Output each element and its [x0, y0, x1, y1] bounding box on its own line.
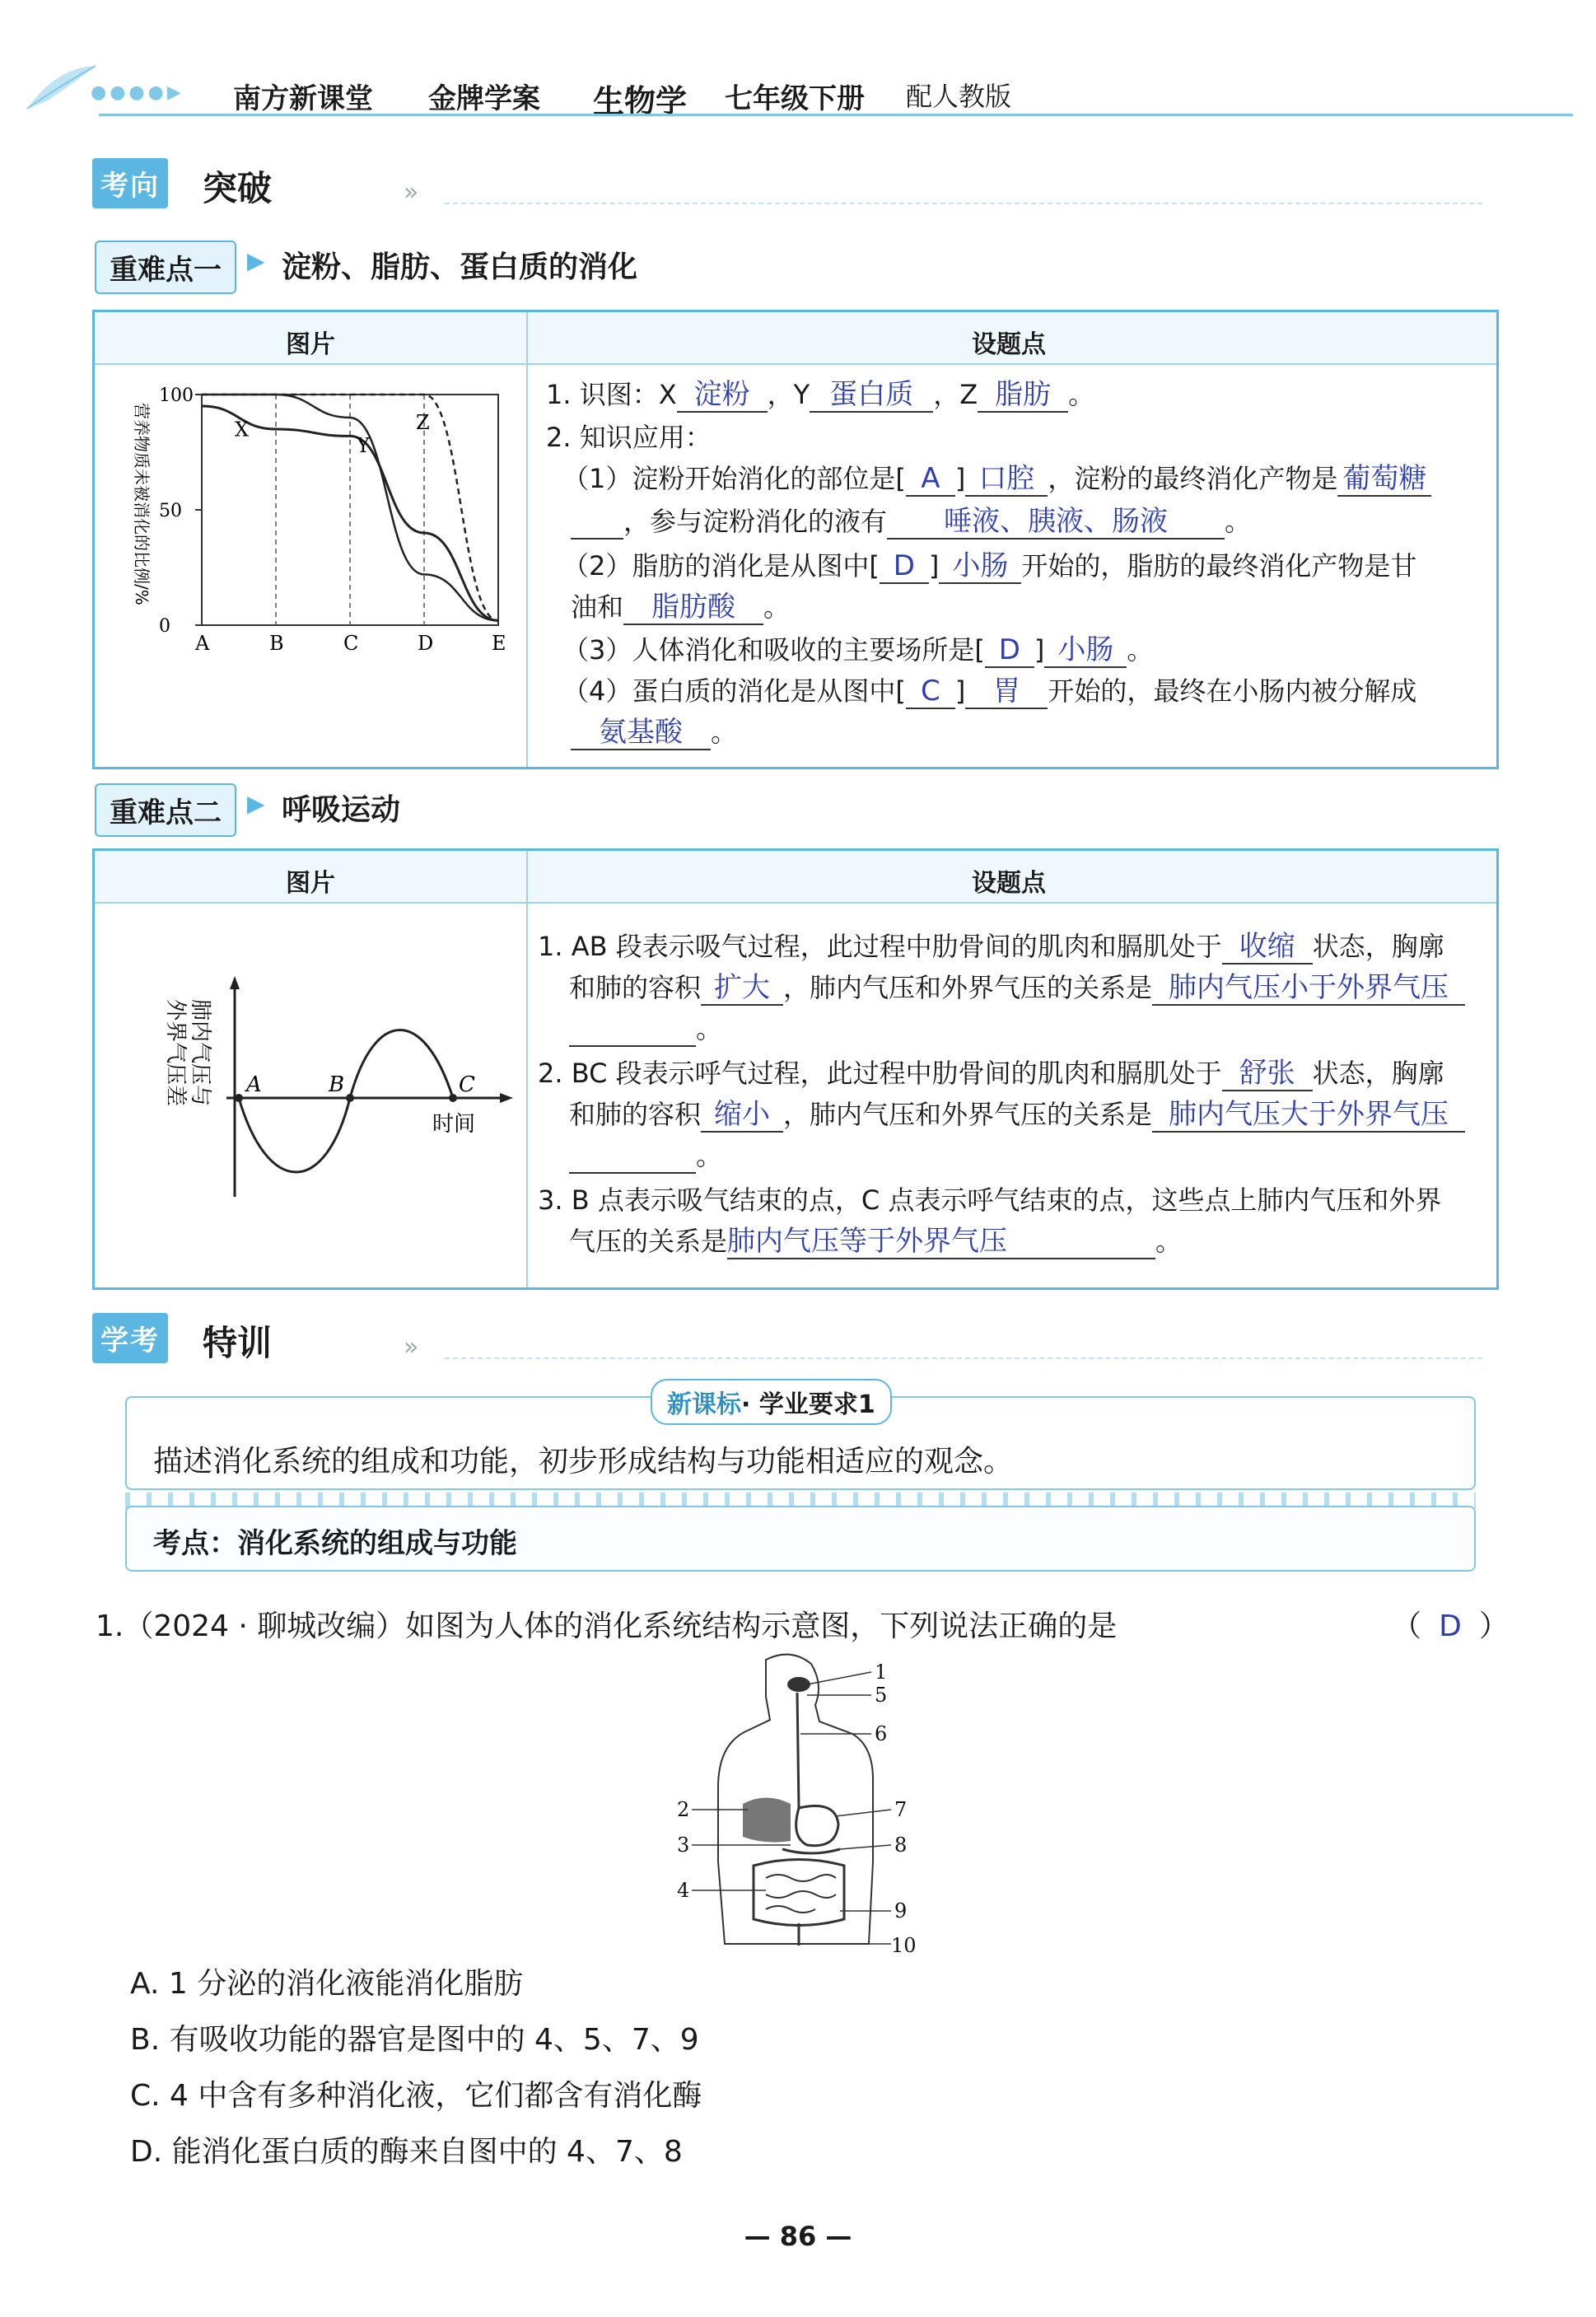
standard-badge [651, 1379, 892, 1425]
decorative-dots-icon: ●●●●▶ [91, 82, 184, 103]
q2-4-pre: （4）蛋白质的消化是从图中[ [562, 675, 906, 707]
fig-label-10: 10 [891, 1934, 917, 1957]
large-intestine [754, 1860, 844, 1926]
y-tick-label: 100 [159, 385, 194, 406]
blank-line [569, 1139, 696, 1174]
p1b-mid: ，肺内气压和外界气压的关系是 [783, 972, 1153, 1003]
q2-4b-end: 。 [711, 717, 738, 748]
question1-stem: 1.（2024 · 聊城改编）如图为人体的消化系统结构示意图，下列说法正确的是 [96, 1609, 1118, 1643]
answer-end-product: 葡萄糖 [1337, 462, 1431, 497]
mouth-organ [787, 1677, 810, 1692]
leader-line [836, 1810, 891, 1816]
kp1-q2-label: 2. 知识应用： [546, 422, 712, 453]
esophagus [797, 1693, 799, 1808]
y-tick-label: 50 [159, 501, 182, 521]
fig-label-4: 4 [677, 1879, 690, 1902]
fig-label-8: 8 [894, 1834, 908, 1857]
answer-y: 蛋白质 [810, 378, 933, 413]
y-axis-label-2: 外界气压差 [163, 999, 188, 1107]
header-subject: 生物学 [593, 83, 688, 119]
fig-label-7: 7 [894, 1798, 908, 1821]
kp1-column-divider [526, 312, 528, 767]
option-d: D. 能消化蛋白质的酶来自图中的 4、7、8 [130, 2135, 683, 2169]
triangle-right-icon: ▶ [247, 790, 265, 817]
section-divider [445, 1357, 1482, 1359]
kp1-q2-4-row [562, 675, 1416, 709]
kp2-col-image: 图片 [286, 869, 335, 898]
chevron-right-icon: » [404, 178, 419, 207]
p1b-pre: 和肺的容积 [569, 972, 702, 1003]
answer-exhale-volume: 缩小 [701, 1098, 783, 1133]
kp1-q1-label: 1. 识图：X [546, 379, 677, 410]
answer-exhale-muscle: 舒张 [1222, 1057, 1313, 1091]
kp1-col-image: 图片 [286, 330, 335, 359]
q2-2-pre: （2）脂肪的消化是从图中[ [562, 550, 880, 582]
q2-1b-end: 。 [1225, 506, 1252, 537]
answer-start-letter: A [906, 462, 955, 497]
section-badge: 考向 [92, 158, 168, 208]
blank-line [569, 1012, 696, 1047]
series-label-Y: Y [357, 434, 370, 457]
section-badge: 学考 [92, 1313, 168, 1363]
label-b: B [329, 1072, 345, 1097]
answer-main-site: 小肠 [1044, 633, 1127, 668]
section-divider [445, 203, 1482, 204]
kp1-q1-mid1: ，Y [767, 379, 810, 410]
kp1-table [92, 310, 1499, 769]
kp1-q1-row [546, 378, 1094, 413]
kp1-tag: 重难点一 [95, 241, 236, 294]
option-c: C. 4 中含有多种消化液，它们都含有消化酶 [130, 2079, 702, 2113]
header-grade: 七年级下册 [725, 82, 865, 115]
y-axis-label-1: 肺内气压与 [188, 999, 212, 1107]
kp2-table [92, 848, 1499, 1290]
answer-bracket [1392, 1603, 1509, 1645]
x-axis-label: 时间 [432, 1112, 476, 1137]
kp1-q2-2b-row [571, 591, 790, 625]
fig-label-5: 5 [875, 1684, 888, 1707]
option-b: B. 有吸收功能的器官是图中的 4、5、7、9 [130, 2023, 699, 2057]
page-number: — 86 — [744, 2221, 852, 2252]
leader-line [840, 1845, 891, 1849]
kp1-q2-1b-row [571, 505, 1251, 540]
q2-1b-pre: ，参与淀粉消化的液有 [623, 506, 888, 537]
q2-3-pre: （3）人体消化和吸收的主要场所是[ [562, 634, 985, 666]
answer-inhale-muscle: 收缩 [1222, 930, 1313, 965]
y-axis-label: 营养物质未被消化的比例/% [132, 403, 152, 605]
header-edition: 配人教版 [906, 81, 1012, 112]
q2-4-post: 开始的，最终在小肠内被分解成 [1048, 675, 1417, 707]
answer-z: 脂肪 [978, 378, 1068, 413]
kp2-p3a-text: 3. B 点表示吸气结束的点，C 点表示呼气结束的点，这些点上肺内气压和外界 [538, 1184, 1442, 1216]
standard-badge-new: 新课标 [667, 1390, 741, 1419]
label-c: C [459, 1072, 475, 1097]
p2c-end: 。 [696, 1140, 723, 1171]
p2b-pre: 和肺的容积 [569, 1099, 702, 1130]
q2-3-end: 。 [1127, 634, 1154, 666]
q2-1-mid: ] [954, 463, 966, 494]
kp2-p2c-row [569, 1139, 722, 1174]
answer-digestive-juices: 唾液、胰液、肠液 [887, 505, 1225, 540]
point-b [346, 1094, 354, 1102]
answer-fat-letter: D [880, 549, 929, 584]
kp1-q2-3-row [562, 633, 1153, 668]
q2-4-mid: ] [954, 675, 966, 707]
kp2-p2b-row [569, 1098, 1465, 1133]
q2-1-pre: （1）淀粉开始消化的部位是[ [562, 463, 906, 494]
q2-2-post: 开始的，脂肪的最终消化产物是甘 [1021, 550, 1417, 582]
q2-2b-pre: 油和 [571, 591, 624, 623]
body-outline [718, 1655, 873, 1944]
paren-open: （ [1392, 1609, 1422, 1643]
answer-x: 淀粉 [677, 378, 768, 413]
pancreas-organ [782, 1849, 840, 1853]
header-series: 南方新课堂 [233, 82, 373, 115]
p2a-post: 状态，胸廓 [1312, 1058, 1444, 1089]
answer-exhale-pressure: 肺内气压大于外界气压 [1152, 1098, 1465, 1133]
point-c [449, 1094, 457, 1102]
answer-equal-pressure: 肺内气压等于外界气压 [727, 1225, 1155, 1259]
paren-close: ） [1479, 1609, 1510, 1643]
p1a-pre: 1. AB 段表示吸气过程，此过程中肋骨间的肌肉和膈肌处于 [538, 931, 1222, 962]
answer-fatty-acid: 脂肪酸 [623, 591, 763, 625]
point-a [235, 1094, 243, 1102]
answer-inhale-pressure: 肺内气压小于外界气压 [1152, 971, 1465, 1006]
question1-answer: D [1439, 1609, 1462, 1643]
x-tick-label: D [418, 632, 434, 655]
answer-protein-organ: 胃 [965, 675, 1048, 709]
kp2-column-divider [526, 851, 528, 1287]
fig-label-2: 2 [677, 1798, 690, 1821]
p1a-post: 状态，胸廓 [1312, 931, 1444, 962]
kp2-tag: 重难点二 [95, 783, 236, 837]
fig-label-3: 3 [677, 1834, 690, 1857]
small-intestine [766, 1875, 836, 1913]
y-axis-arrow [230, 976, 240, 989]
digestive-system-figure [675, 1647, 939, 1960]
answer-fat-organ: 小肠 [939, 549, 1021, 584]
x-tick-label: C [343, 632, 359, 655]
kp2-p3b-row [569, 1225, 1182, 1259]
kp1-q1-end: 。 [1068, 379, 1095, 410]
liver-organ [743, 1798, 791, 1843]
answer-main-site-letter: D [985, 633, 1034, 668]
header-divider [99, 114, 1573, 116]
answer-amino-acid: 氨基酸 [571, 716, 711, 750]
kp1-q2-4b-row [571, 716, 737, 750]
standard-badge-req: · 学业要求1 [741, 1390, 875, 1419]
x-axis-arrow [500, 1093, 513, 1103]
kp1-q1-mid2: ，Z [933, 379, 978, 410]
feather-icon [23, 59, 97, 117]
standard-text: 描述消化系统的组成和功能，初步形成结构与功能相适应的观念。 [153, 1445, 1014, 1478]
q2-1-post: ，淀粉的最终消化产物是 [1048, 463, 1338, 494]
option-a: A. 1 分泌的消化液能消化脂肪 [130, 1967, 524, 2001]
exam-point: 考点：消化系统的组成与功能 [153, 1527, 517, 1560]
digestion-chart [111, 378, 523, 757]
fig-label-9: 9 [894, 1899, 908, 1922]
chevron-right-icon: » [404, 1333, 419, 1362]
breathing-graph [161, 974, 523, 1238]
fig-label-1: 1 [875, 1661, 888, 1684]
kp1-title: 淀粉、脂肪、蛋白质的消化 [282, 250, 638, 284]
answer-inhale-volume: 扩大 [701, 971, 783, 1006]
p2a-pre: 2. BC 段表示呼气过程，此过程中肋骨间的肌肉和膈肌处于 [538, 1058, 1222, 1089]
x-tick-label: E [492, 632, 506, 655]
q2-3-mid: ] [1034, 634, 1045, 666]
p1c-end: 。 [696, 1013, 723, 1044]
kp1-q2-1-row [562, 462, 1431, 497]
q2-2-mid: ] [928, 550, 940, 582]
section-title: 特训 [203, 1323, 273, 1363]
kp2-p2a-row [538, 1057, 1444, 1091]
p2b-mid: ，肺内气压和外界气压的关系是 [783, 1099, 1153, 1130]
series-label-X: X [235, 418, 250, 441]
page-header [0, 0, 1596, 124]
blank-line [571, 505, 623, 540]
kp2-title: 呼吸运动 [282, 793, 401, 827]
y-tick-label: 0 [159, 616, 170, 637]
p3b-pre: 气压的关系是 [569, 1226, 728, 1257]
series-label-Z: Z [416, 411, 430, 434]
triangle-right-icon: ▶ [247, 247, 265, 274]
answer-start-organ: 口腔 [965, 462, 1048, 497]
kp2-p1b-row [569, 971, 1465, 1006]
pressure-curve [239, 1030, 453, 1173]
kp2-p1c-row [569, 1012, 722, 1047]
kp1-q2-2-row [562, 549, 1416, 584]
kp2-p1a-row [538, 930, 1444, 965]
x-tick-label: B [269, 632, 284, 655]
kp1-col-points: 设题点 [972, 330, 1046, 359]
header-brand: 金牌学案 [428, 82, 540, 115]
x-tick-label: A [195, 632, 210, 655]
q2-2b-end: 。 [763, 591, 791, 623]
answer-protein-letter: C [906, 675, 955, 709]
stomach-organ [796, 1806, 838, 1846]
label-a: A [246, 1072, 262, 1097]
section-title: 突破 [203, 168, 273, 208]
p3b-end: 。 [1155, 1226, 1183, 1257]
fig-label-6: 6 [875, 1722, 888, 1745]
kp2-col-points: 设题点 [972, 869, 1046, 898]
